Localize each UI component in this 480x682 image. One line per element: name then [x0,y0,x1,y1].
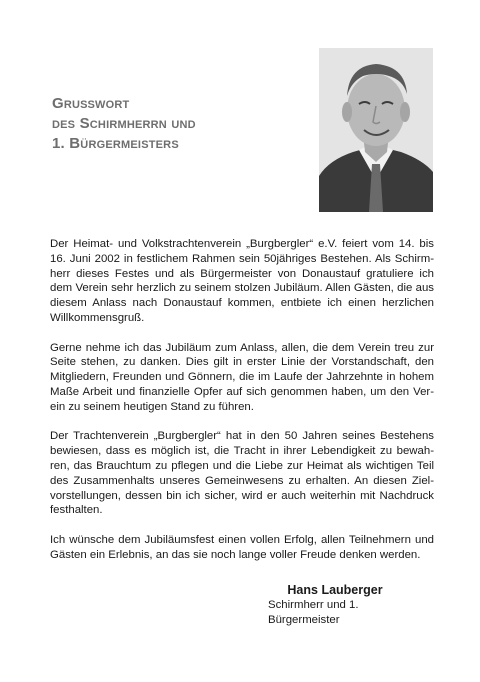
paragraph-3: Der Trachtenverein „Burgbergler“ hat in den 50 Jahren seines Bestehens bewiesen, dass es möglich ist, die Tracht in ihrer Lebendigkeit zu bewahren, das Brauchtum zu pflegen und die Liebe zur Heimat als wichtigen Teil des Zusammenhalts unseres Gemeinwesens zu erhalten. An diesen Zielvorstellungen, dessen bin ich sicher, wird er auch weiterhin mit Nachdruck festhalten. [50,430,434,517]
paragraph-4: Ich wünsche dem Jubiläumsfest einen vollen Erfolg, allen Teilnehmern und Gästen ein Erlebnis, an das sie noch lange voller Freude denken werden. [50,533,434,561]
page-title [52,94,282,154]
title-line-1: Grußwort [52,95,130,112]
signature-name: Hans Lauberger [287,583,383,597]
letter-body [50,237,434,577]
paragraph-2: Gerne nehme ich das Jubiläum zum Anlass, allen, die dem Verein treu zur Seite stehen, zu danken. Dies gilt in erster Linie der Vorstandschaft, den Mitgliedern, Freunden und Gönnern, die im Laufe der Jahrzehnte in hohem Maße Arbeit und finanzielle Opfer auf sich genommen haben, um den Verein zu seinem heutigen Stand zu führen. [50,341,434,413]
portrait-icon [319,48,433,212]
signature-role: Schirmherr und 1. Bürgermeister [268,599,359,626]
paragraph-1: Der Heimat- und Volkstrachtenverein „Burgbergler“ e.V. feiert vom 14. bis 16. Juni 2002 in festlichem Rahmen sein 50jähriges Bestehen. Als Schirmherr dieses Festes und als Bürgermeister von Donaustauf gratuliere ich dem Verein sehr herzlich zu seinem stolzen Jubiläum. Allen Gästen, die aus diesem Anlass nach Donaustauf kommen, entbiete ich einen herzlichen Willkommensgruß. [50,238,434,324]
title-line-2: des Schirmherrn und [52,115,196,132]
signature-block [228,583,428,628]
portrait-photo [319,48,433,212]
title-line-3: 1. Bürgermeisters [52,135,179,152]
